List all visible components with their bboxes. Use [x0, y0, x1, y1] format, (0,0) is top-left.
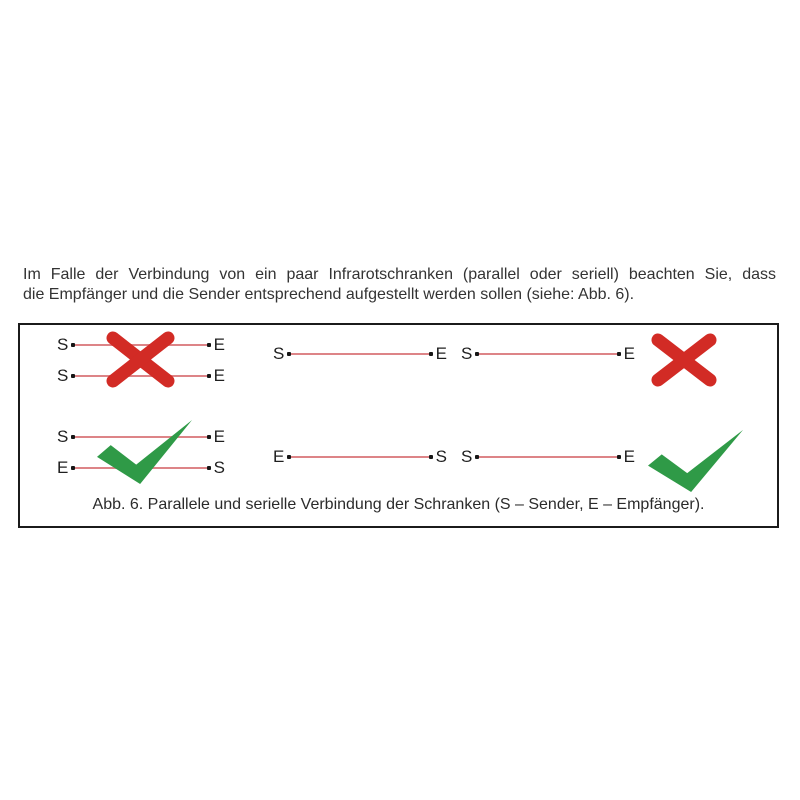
sender-label: S: [57, 335, 69, 354]
beam-serial-correct-seg1: [273, 447, 447, 467]
infrared-beam-line: [477, 456, 618, 458]
beam-serial-wrong-seg2: [461, 344, 635, 364]
receiver-label: E: [623, 344, 635, 363]
sender-label: S: [461, 344, 473, 363]
figure-box: [18, 323, 779, 528]
green-checkmark-icon: [97, 418, 195, 484]
paragraph-line-1: Im Falle der Verbindung von ein paar Infrarotschranken (parallel oder seriell) beachten Sie, dass: [23, 266, 776, 283]
sender-label: S: [273, 344, 285, 363]
sender-label: S: [57, 366, 69, 385]
infrared-beam-line: [477, 353, 618, 355]
body-paragraph: [23, 265, 776, 305]
receiver-label: E: [623, 447, 635, 466]
receiver-label: E: [213, 427, 225, 446]
beam-serial-wrong-seg1: [273, 344, 447, 364]
green-checkmark-icon: [648, 428, 746, 492]
sender-label: S: [461, 447, 473, 466]
sender-label: S: [213, 458, 225, 477]
receiver-label: E: [435, 344, 447, 363]
red-cross-icon: [103, 330, 178, 389]
figure-caption: Abb. 6. Parallele und serielle Verbindung der Schranken (S – Sender, E – Empfänger).: [92, 496, 705, 513]
infrared-beam-line: [289, 456, 430, 458]
receiver-label: E: [273, 447, 285, 466]
receiver-label: E: [57, 458, 69, 477]
red-cross-icon: [648, 332, 720, 388]
beam-serial-correct-seg2: [461, 447, 635, 467]
receiver-label: E: [213, 335, 225, 354]
infrared-beam-line: [289, 353, 430, 355]
sender-label: S: [57, 427, 69, 446]
paragraph-line-2: die Empfänger und die Sender entsprechend aufgestellt werden sollen (siehe: Abb. 6).: [23, 286, 635, 303]
receiver-label: E: [213, 366, 225, 385]
sender-label: S: [435, 447, 447, 466]
